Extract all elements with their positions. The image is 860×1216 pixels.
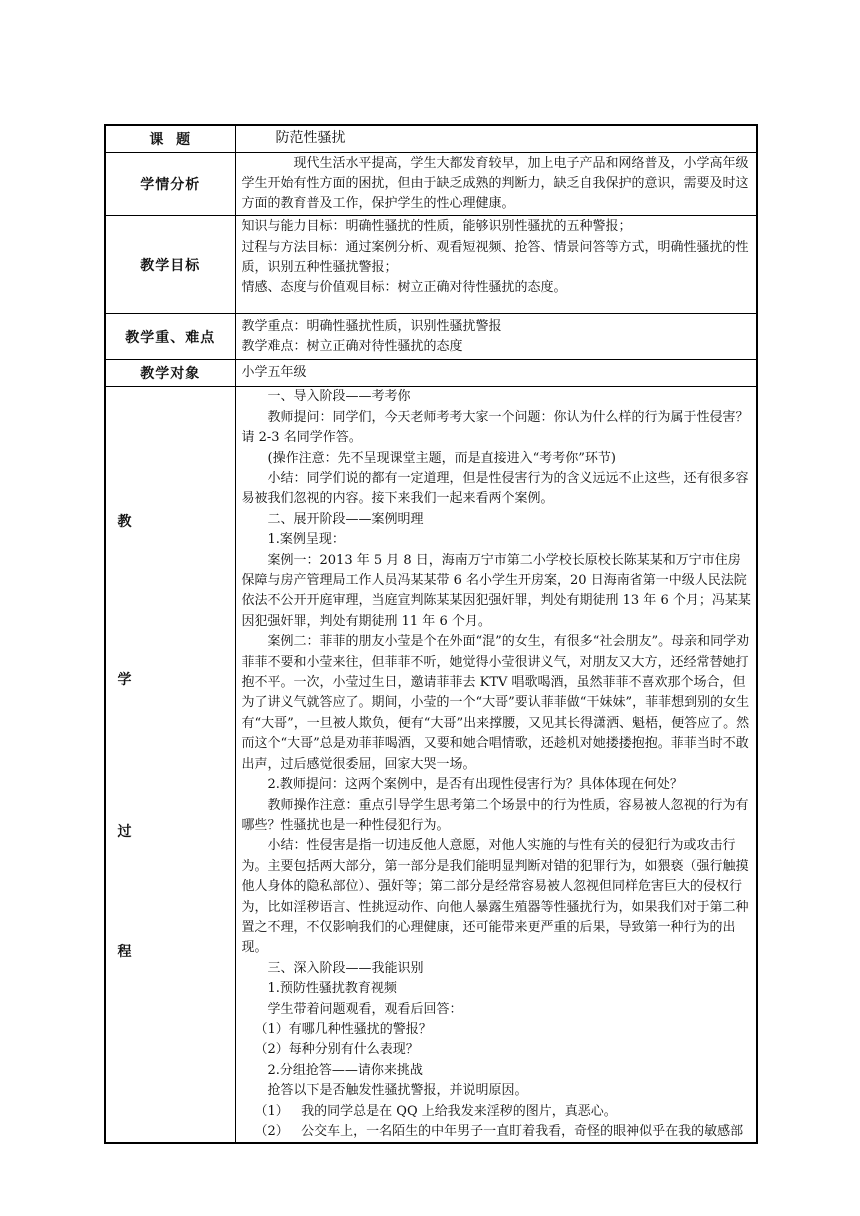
goals-label: 教学目标 (105, 216, 235, 314)
goal-process: 过程与方法目标：通过案例分析、观看短视频、抢答、情景问答等方式，明确性骚扰的性质，识别五种性骚扰警报； (241, 239, 749, 275)
process-paragraph: 学生带着问题观看，观看后回答： (267, 1001, 463, 1017)
stage-heading: 一、导入阶段——考考你 (267, 389, 411, 405)
audience-row (105, 360, 757, 387)
process-row (105, 387, 757, 1144)
process-paragraph: 2.分组抢答——请你来挑战 (267, 1062, 423, 1078)
process-label-char: 教 (117, 514, 132, 531)
case-two: 案例二：菲菲的朋友小莹是个在外面“混”的女生，有很多“社会朋友”。母亲和同学劝菲菲不要和小莹来往，但菲菲不听，她觉得小莹很讲义气，对朋友又大方，还经常替她打抱不平。一次，小莹过生日，邀请菲菲去 KTV 唱歌喝酒，虽然菲菲不喜欢那个场合，但为了讲义气就答应了。期间，小莹的一个“大哥”要认菲菲做“干妹妹”，菲菲想到别的女生有“大哥”，一旦被人欺负，便有“大哥”出来撑腰，又见其长得潇洒、魁梧，便答应了。然而这个“大哥”总是劝菲菲喝酒，又要和她合唱情歌，还趁机对她搂搂抱抱。菲菲当时不敢出声，过后感觉很委屈，回家大哭一场。 (241, 634, 750, 772)
case-one: 案例一：2013 年 5 月 8 日，海南万宁市第二小学校长原校长陈某某和万宁市住房保障与房产管理局工作人员冯某某带 6 名小学生开房案，20 日海南省第一中级人民法院依法不公开开庭审理，当庭宣判陈某某因犯强奸罪，判处有期徒刑 13 年 6 个月；冯某某因犯强奸罪，判处有期徒刑 11 年 6 个月。 (241, 552, 751, 629)
topic-label: 课 题 (105, 125, 235, 152)
stage-heading: 三、深入阶段——我能识别 (267, 960, 424, 976)
process-label-char: 过 (117, 824, 132, 841)
process-label (105, 387, 235, 1144)
keypoints-label: 教学重、难点 (105, 314, 235, 360)
audience-label: 教学对象 (105, 360, 235, 387)
process-paragraph: 教师提问：同学们，今天老师考考大家一个问题：你认为什么样的行为属于性侵害？请 2-3 名同学作答。 (241, 409, 749, 446)
process-paragraph: （1）有哪几种性骚扰的警报？ (254, 1021, 432, 1037)
goals-row (105, 216, 757, 314)
analysis-label: 学情分析 (105, 152, 235, 216)
goal-attitude: 情感、态度与价值观目标：树立正确对待性骚扰的态度。 (241, 280, 567, 296)
process-paragraph: 小结：性侵害是指一切违反他人意愿，对他人实施的与性有关的侵犯行为或攻击行为。主要包括两大部分，第一部分是我们能明显判断对错的犯罪行为，如猥亵（强行触摸他人身体的隐私部位）、强奸等；第二部分是经常容易被人忽视但同样危害巨大的侵权行为，比如淫秽语言、性挑逗动作、向他人暴露生殖器等性骚扰行为，如果我们对于第二种置之不理，不仅影响我们的心理健康，还可能带来更严重的后果，导致第一种行为的出现。 (241, 838, 749, 956)
process-paragraph: 教师操作注意：重点引导学生思考第二个场景中的行为性质，容易被人忽视的行为有哪些？性骚扰也是一种性侵犯行为。 (241, 797, 749, 833)
process-paragraph: 2.教师提问：这两个案例中，是否有出现性侵害行为？具体体现在何处？ (267, 777, 683, 793)
analysis-row (105, 152, 757, 216)
keypoints-row (105, 314, 757, 360)
key-point: 教学重点：明确性骚扰性质，识别性骚扰警报 (241, 318, 502, 334)
process-paragraph: （2） 公交车上，一名陌生的中年男子一直盯着我看，奇怪的眼神似乎在我的敏感部 (254, 1124, 744, 1140)
lesson-plan-table (104, 124, 758, 1144)
process-paragraph: （1） 我的同学总是在 QQ 上给我发来淫秽的图片，真恶心。 (254, 1103, 617, 1119)
process-paragraph: 1.预防性骚扰教育视频 (267, 981, 397, 997)
process-paragraph: 抢答以下是否触发性骚扰警报，并说明原因。 (267, 1083, 528, 1099)
analysis-text: 现代生活水平提高，学生大都发育较早，加上电子产品和网络普及，小学高年级学生开始有性方面的困扰，但由于缺乏成熟的判断力，缺乏自我保护的意识，需要及时这方面的教育普及工作，保护学生的性心理健康。 (241, 155, 749, 212)
process-paragraph: （2）每种分别有什么表现？ (254, 1042, 419, 1058)
difficult-point: 教学难点：树立正确对待性骚扰的态度 (241, 338, 463, 354)
process-paragraph: 小结：同学们说的都有一定道理，但是性侵害行为的含义远远不止这些，还有很多容易被我们忽视的内容。接下来我们一起来看两个案例。 (241, 471, 749, 507)
topic-value: 防范性骚扰 (235, 125, 757, 152)
process-label-char: 学 (117, 672, 132, 689)
process-content (235, 387, 757, 1144)
process-paragraph: 1.案例呈现： (267, 532, 345, 548)
audience-value: 小学五年级 (235, 360, 757, 387)
process-paragraph: (操作注意：先不呈现课堂主题，而是直接进入“考考你”环节) (267, 450, 616, 466)
process-label-char: 程 (117, 944, 132, 961)
stage-heading: 二、展开阶段——案例明理 (267, 511, 424, 527)
topic-row (105, 125, 757, 152)
goal-knowledge: 知识与能力目标：明确性骚扰的性质，能够识别性骚扰的五种警报； (241, 219, 632, 235)
